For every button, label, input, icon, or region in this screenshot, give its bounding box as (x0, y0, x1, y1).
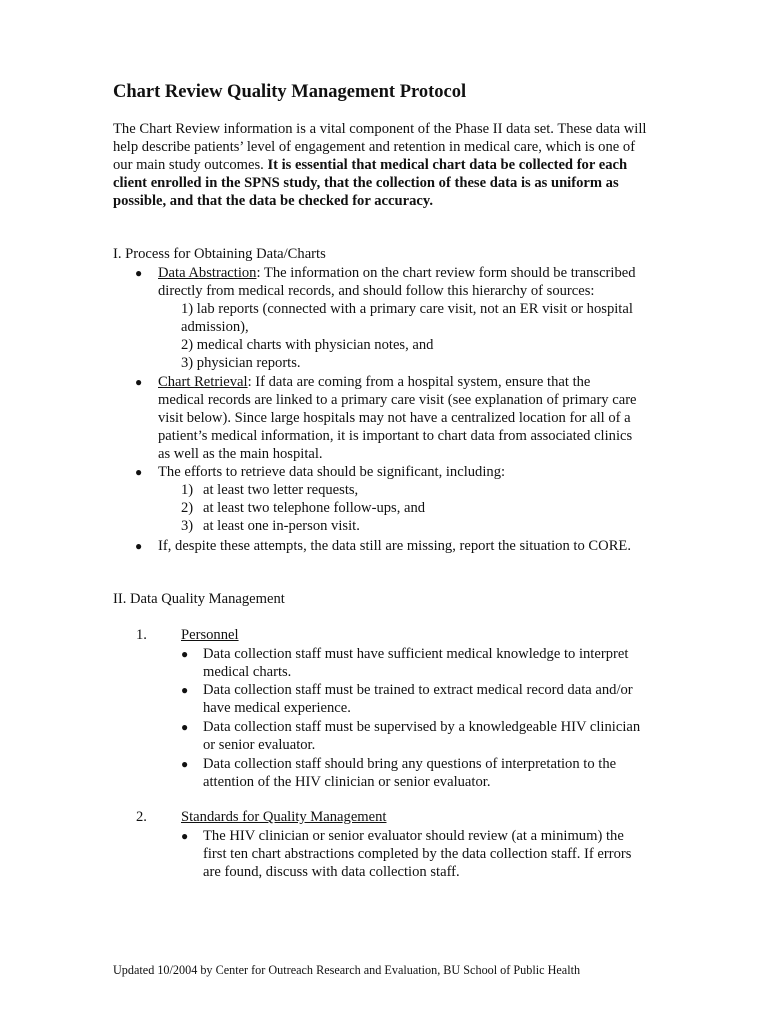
list-item: The HIV clinician or senior evaluator should review (at a minimum) the (203, 828, 624, 844)
text-line: or senior evaluator. (203, 737, 316, 753)
list-item: Data Abstraction: The information on the chart review form should be transcribed (158, 265, 636, 281)
section-2-heading: II. Data Quality Management (113, 591, 285, 607)
term-chart-retrieval: Chart Retrieval (158, 374, 248, 390)
source-item: admission), (181, 319, 249, 335)
bullet-icon: ● (135, 375, 143, 389)
bullet-icon: ● (181, 757, 189, 771)
term-data-abstraction: Data Abstraction (158, 265, 257, 281)
text-line: medical records are linked to a primary care visit (see explanation of primary care (158, 392, 637, 408)
list-item: The efforts to retrieve data should be significant, including: (158, 464, 506, 480)
intro-text: The Chart Review information is a vital component of the Phase II data set. These data will help describe patients’ level of engagement and retention in medical care, which is one of our main study outcomes. (113, 121, 647, 173)
point-number: 1. (136, 627, 147, 643)
section-1-heading: I. Process for Obtaining Data/Charts (113, 246, 326, 262)
source-item: 3) physician reports. (181, 355, 301, 371)
bullet-icon: ● (181, 720, 189, 734)
bullet-icon: ● (181, 647, 189, 661)
text-line: have medical experience. (203, 700, 351, 716)
point-title-standards: Standards for Quality Management (181, 809, 387, 825)
list-item: Data collection staff must have sufficient medical knowledge to interpret (203, 646, 629, 662)
text-line: as well as the main hospital. (158, 446, 323, 462)
list-item: If, despite these attempts, the data still are missing, report the situation to CORE. (158, 538, 631, 554)
bullet-icon: ● (181, 683, 189, 697)
text-line: directly from medical records, and should follow this hierarchy of sources: (158, 283, 595, 299)
point-title-personnel: Personnel (181, 627, 239, 643)
point-number: 2. (136, 809, 147, 825)
page-footer: Updated 10/2004 by Center for Outreach Research and Evaluation, BU School of Public Health (113, 963, 581, 977)
bullet-icon: ● (135, 539, 143, 553)
intro-emphasis: It is essential that medical chart data be collected for each client enrolled in the SPNS study, that the collection of these data is as uniform as possible, and that the data be checked for accuracy. (113, 157, 628, 209)
numbered-item-text: at least two telephone follow-ups, and (203, 500, 426, 516)
source-item: 2) medical charts with physician notes, and (181, 337, 434, 353)
numbered-item-num: 1) (181, 482, 194, 498)
bullet-icon: ● (135, 266, 143, 280)
numbered-item-num: 2) (181, 500, 194, 516)
bullet-icon: ● (135, 465, 143, 479)
text-line: visit below). Since large hospitals may not have a centralized location for all of a (158, 410, 631, 426)
bullet-icon: ● (181, 829, 189, 843)
list-item: Chart Retrieval: If data are coming from a hospital system, ensure that the (158, 374, 591, 390)
text-line: first ten chart abstractions completed by the data collection staff. If errors (203, 846, 632, 862)
list-item: Data collection staff should bring any questions of interpretation to the (203, 756, 617, 772)
list-item: Data collection staff must be supervised by a knowledgeable HIV clinician (203, 719, 641, 735)
page-title: Chart Review Quality Management Protocol (113, 82, 467, 102)
text-line: medical charts. (203, 664, 292, 680)
text-line: are found, discuss with data collection staff. (203, 864, 460, 880)
numbered-item-text: at least two letter requests, (203, 482, 359, 498)
text-line: attention of the HIV clinician or senior evaluator. (203, 774, 491, 790)
source-item: 1) lab reports (connected with a primary care visit, not an ER visit or hospital (181, 301, 633, 317)
numbered-item-text: at least one in-person visit. (203, 518, 360, 534)
text-line: patient’s medical information, it is important to chart data from associated clinics (158, 428, 633, 444)
numbered-item-num: 3) (181, 518, 194, 534)
intro-paragraph (113, 120, 658, 210)
list-item: Data collection staff must be trained to extract medical record data and/or (203, 682, 633, 698)
